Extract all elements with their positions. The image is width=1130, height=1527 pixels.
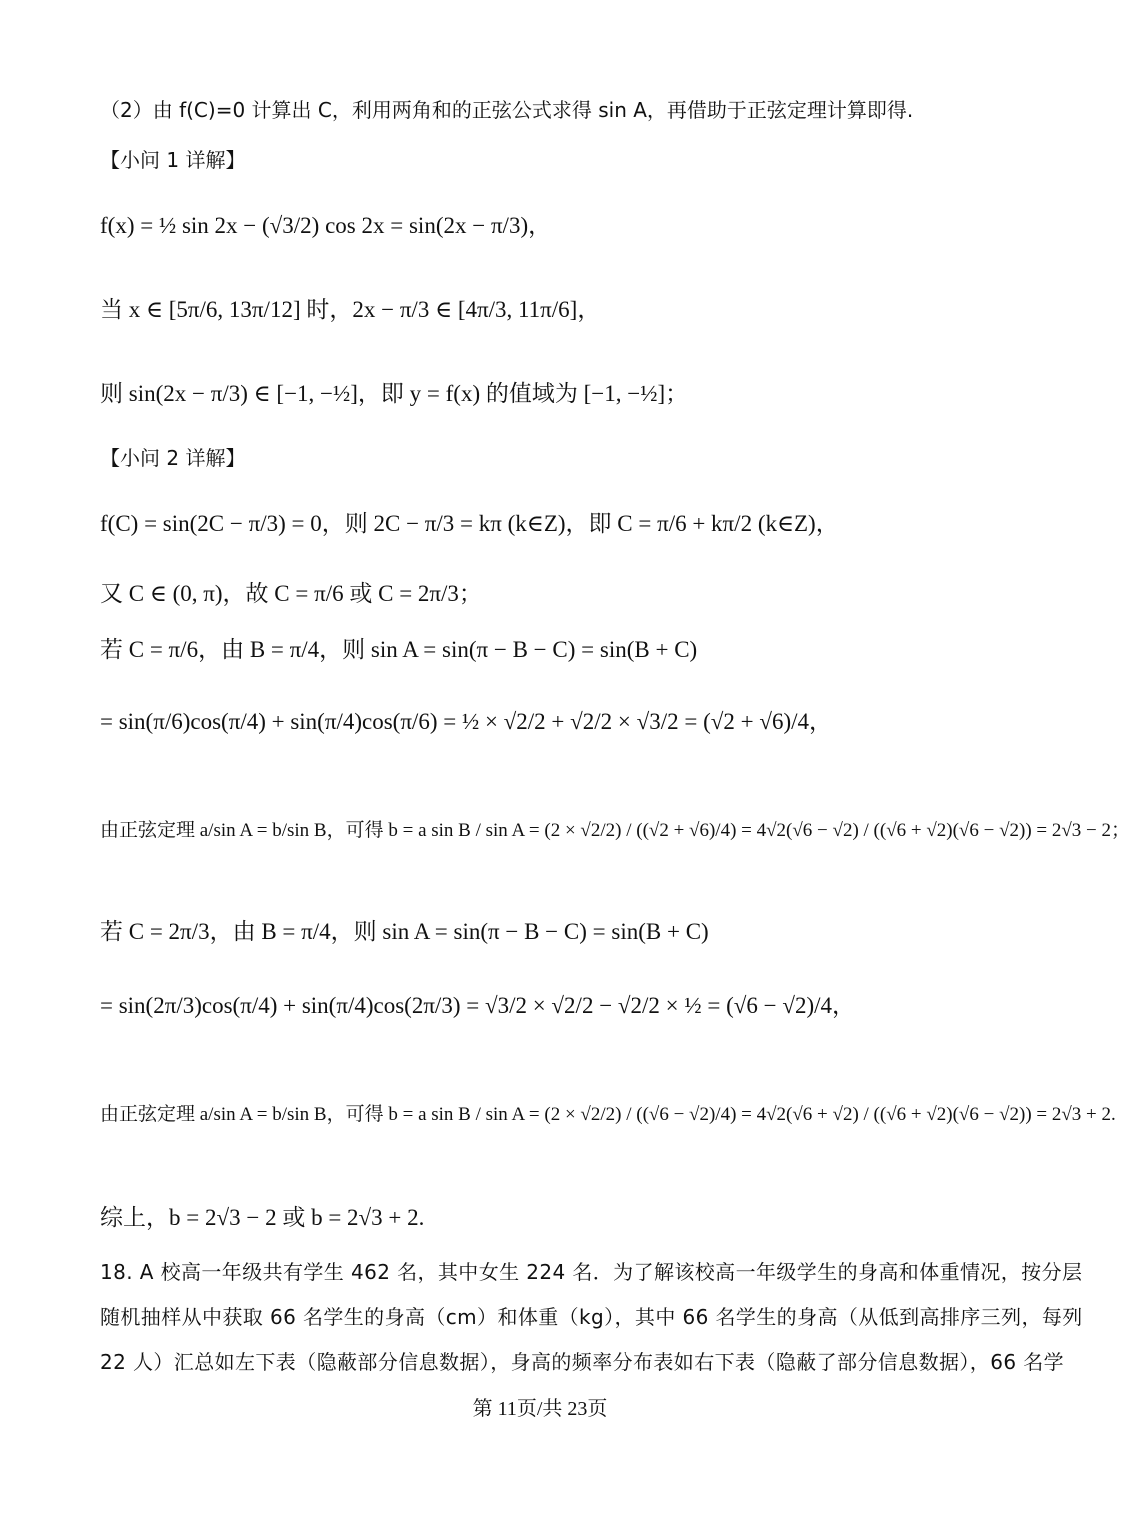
q2-line-5: 由正弦定理 a/sin A = b/sin B，可得 b = a sin B / sin A = (2 × √2/2) / ((√2 + √6)/4) = 4√2(√6 − √2) / ((√6 + √2)(√6 − √2)) = 2√3 − 2； <box>100 820 1130 841</box>
problem-18-line-3: 22 人）汇总如左下表（隐蔽部分信息数据），身高的频率分布表如右下表（隐蔽了部分信息数据），66 名学 <box>100 1350 1065 1374</box>
q2-line-4: = sin(π/6)cos(π/4) + sin(π/4)cos(π/6) = ½ × √2/2 + √2/2 × √3/2 = (√2 + √6)/4， <box>100 709 833 734</box>
q2-line-8: 由正弦定理 a/sin A = b/sin B，可得 b = a sin B / sin A = (2 × √2/2) / ((√6 − √2)/4) = 4√2(√6 + √2) / ((√6 + √2)(√6 − √2)) = 2√3 + 2. <box>100 1104 1116 1125</box>
problem-18-line-2: 随机抽样从中获取 66 名学生的身高（cm）和体重（kg），其中 66 名学生的身高（从低到高排序三列，每列 <box>100 1305 1083 1329</box>
q1-line-2: 当 x ∈ [5π/6, 13π/12] 时，2x − π/3 ∈ [4π/3, 11π/6]， <box>100 297 601 322</box>
q1-line-3: 则 sin(2x − π/3) ∈ [−1, −½]，即 y = f(x) 的值域为 [−1, −½]； <box>100 381 689 406</box>
intro-line: （2）由 f(C)=0 计算出 C，利用两角和的正弦公式求得 sin A，再借助于正弦定理计算即得. <box>100 98 914 122</box>
page-footer: 第 11页/共 23页 <box>472 1398 608 1420</box>
summary-line: 综上，b = 2√3 − 2 或 b = 2√3 + 2. <box>100 1205 425 1230</box>
q2-line-7: = sin(2π/3)cos(π/4) + sin(π/4)cos(2π/3) = √3/2 × √2/2 − √2/2 × ½ = (√6 − √2)/4， <box>100 993 856 1018</box>
q2-line-1: f(C) = sin(2C − π/3) = 0，则 2C − π/3 = kπ (k∈Z)，即 C = π/6 + kπ/2 (k∈Z)， <box>100 511 839 536</box>
problem-18 <box>100 1250 1083 1385</box>
problem-18-line-1: 18. A 校高一年级共有学生 462 名，其中女生 224 名．为了解该校高一年级学生的身高和体重情况，按分层 <box>100 1260 1083 1284</box>
q1-heading: 【小问 1 详解】 <box>100 148 246 172</box>
q2-line-6: 若 C = 2π/3，由 B = π/4，则 sin A = sin(π − B − C) = sin(B + C) <box>100 919 709 944</box>
q1-line-1: f(x) = ½ sin 2x − (√3/2) cos 2x = sin(2x − π/3)， <box>100 213 552 238</box>
q2-line-3: 若 C = π/6，由 B = π/4，则 sin A = sin(π − B − C) = sin(B + C) <box>100 637 698 662</box>
q2-line-2: 又 C ∈ (0, π)，故 C = π/6 或 C = 2π/3； <box>100 581 482 606</box>
q2-heading: 【小问 2 详解】 <box>100 446 246 470</box>
